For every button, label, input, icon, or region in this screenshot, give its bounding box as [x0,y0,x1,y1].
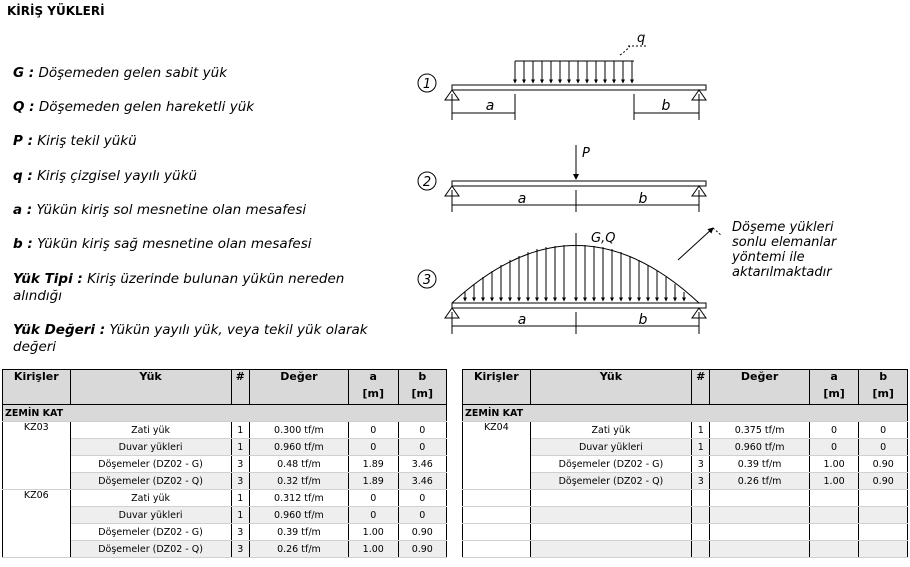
svg-text:b: b [638,312,648,328]
table-row: Döşemeler (DZ02 - G) 3 0.48 tf/m 1.89 3.46 [3,456,447,473]
table-row: Döşemeler (DZ02 - Q) 3 0.26 tf/m 1.00 0.90 [3,541,447,558]
section-label: ZEMİN KAT [463,405,908,422]
svg-text:2: 2 [422,175,432,190]
table-row-empty [463,490,908,507]
load-cases-diagram [410,28,870,338]
table-row: Duvar yükleri 1 0.960 tf/m 0 0 [3,507,447,524]
svg-text:3: 3 [422,273,432,288]
svg-text:a: a [485,98,495,114]
legend-item-p: P : Kiriş tekil yükü [13,133,137,149]
svg-text:b: b [638,191,648,207]
legend-item-q: q : Kiriş çizgisel yayılı yükü [13,168,197,184]
svg-text:1: 1 [422,77,432,92]
header-deger: Değer [710,370,809,388]
table-row: KZ06 Zati yük 1 0.312 tf/m 0 0 [3,490,447,507]
svg-text:P: P [582,146,590,161]
legend-item-yuk-tipi: Yük Tipi : Kiriş üzerinde bulunan yükün nereden alındığı [13,271,345,304]
svg-text:Döşeme yükleri: Döşeme yükleri [732,220,834,235]
header-a-unit: [m] [809,387,859,405]
beam-name: KZ06 [3,490,71,558]
table-row: Duvar yükleri 1 0.960 tf/m 0 0 [463,439,908,456]
header-b: b [398,370,446,388]
legend-item-g: G : Döşemeden gelen sabit yük [13,65,228,81]
header-b-unit: [m] [398,387,446,405]
table-row: Duvar yükleri 1 0.960 tf/m 0 0 [3,439,447,456]
header-b: b [859,370,908,388]
legend-item-yuk-degeri: Yük Değeri : Yükün yayılı yük, veya tekil yük olarak değeri [13,322,368,355]
header-yuk: Yük [70,370,231,388]
table-row: KZ03 Zati yük 1 0.300 tf/m 0 0 [3,422,447,439]
beam-name: KZ04 [463,422,531,490]
section-label: ZEMİN KAT [3,405,447,422]
header-no: # [231,370,249,388]
header-a-unit: [m] [348,387,398,405]
svg-text:a: a [517,191,527,207]
svg-text:sonlu elemanlar: sonlu elemanlar [732,235,837,250]
table-row: Döşemeler (DZ02 - Q) 3 0.32 tf/m 1.89 3.46 [3,473,447,490]
table-row: KZ04 Zati yük 1 0.375 tf/m 0 0 [463,422,908,439]
header-b-unit: [m] [859,387,908,405]
svg-text:a: a [517,312,527,328]
legend-item-q-cap: Q : Döşemeden gelen hareketli yük [13,99,255,115]
header-deger: Değer [249,370,348,388]
loads-table-right [462,369,908,558]
header-kirisler: Kirişler [463,370,531,388]
legend-item-b: b : Yükün kiriş sağ mesnetine olan mesafesi [13,236,312,252]
beam-name: KZ03 [3,422,71,490]
page-title: KİRİŞ YÜKLERİ [7,4,105,18]
header-kirisler: Kirişler [3,370,71,388]
svg-text:G,Q: G,Q [591,231,616,246]
table-row: Döşemeler (DZ02 - G) 3 0.39 tf/m 1.00 0.90 [463,456,908,473]
legend-item-a: a : Yükün kiriş sol mesnetine olan mesafesi [13,202,307,218]
svg-text:q: q [637,31,646,46]
header-no: # [692,370,710,388]
case-1-uniform-load [418,31,706,120]
header-a: a [348,370,398,388]
svg-text:b: b [661,98,671,114]
svg-text:aktarılmaktadır: aktarılmaktadır [732,265,832,280]
table-row-empty [463,524,908,541]
header-a: a [809,370,859,388]
table-row: Döşemeler (DZ02 - Q) 3 0.26 tf/m 1.00 0.90 [463,473,908,490]
svg-text:yöntemi ile: yöntemi ile [732,250,805,265]
table-row-empty [463,507,908,524]
header-yuk: Yük [530,370,691,388]
table-row-empty [463,541,908,558]
table-row: Döşemeler (DZ02 - G) 3 0.39 tf/m 1.00 0.90 [3,524,447,541]
case-3-slab-load [418,220,838,334]
case-2-point-load [418,145,706,212]
loads-table-left [2,369,447,558]
